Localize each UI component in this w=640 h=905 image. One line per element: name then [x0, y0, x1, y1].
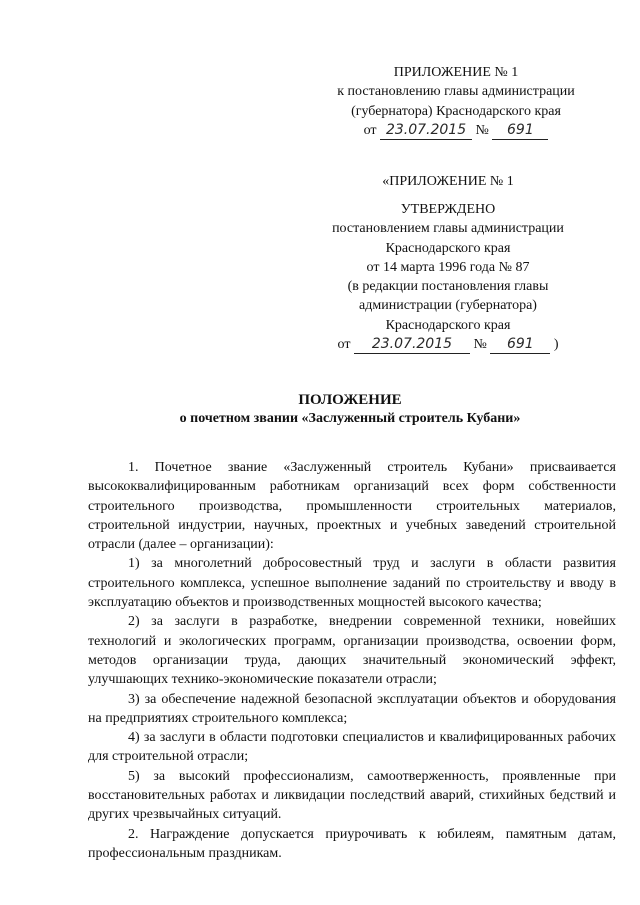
document-body	[88, 458, 616, 863]
paragraph-1-item-2: 2) за заслуги в разработке, внедрении современной техники, новейших технологий и экологических программ, организации производства, освоении форм, методов организации труда, дающих значительный экономический эффект, улучшающих технико-экономические показатели отрасли;	[88, 614, 616, 688]
approved-line-4: (в редакции постановления главы	[347, 279, 549, 295]
annex-line-1: к постановлению главы администрации	[337, 84, 575, 100]
approved-line-2: Краснодарского края	[385, 240, 511, 256]
annex-date-line	[322, 121, 590, 140]
paragraph-1-item-5: 5) за высокий профессионализм, самоотверженность, проявленные при восстановительных работах и ликвидации последствий аварий, стихийных бедствий и других чрезвычайных ситуаций.	[88, 768, 616, 823]
document-subtitle: о почетном звании «Заслуженный строитель Кубани»	[179, 411, 521, 426]
approved-line-5: администрации (губернатора)	[359, 298, 537, 314]
approved-line-1: постановлением главы администрации	[332, 221, 564, 237]
annex-title: ПРИЛОЖЕНИЕ № 1	[393, 65, 519, 80]
annex-quote-title: «ПРИЛОЖЕНИЕ № 1	[382, 174, 514, 189]
approved-handwritten-date: 23.07.2015	[354, 336, 470, 354]
annex-number-label: №	[475, 122, 489, 138]
document-title: ПОЛОЖЕНИЕ	[298, 392, 402, 408]
annex-handwritten-date: 23.07.2015	[380, 122, 472, 140]
approved-line-3: от 14 марта 1996 года № 87	[366, 259, 530, 275]
approved-number-label: №	[473, 337, 487, 353]
paragraph-1-item-1: 1) за многолетний добросовестный труд и заслуги в области развития строительного комплекса, успешное выполнение заданий по строительству и вводу в эксплуатацию объектов и производственных мощностей высокого качества;	[88, 556, 616, 611]
approved-line-6: Краснодарского края	[385, 317, 511, 333]
annex-handwritten-number: 691	[492, 122, 548, 140]
paragraph-2: 2. Награждение допускается приурочивать к юбилеям, памятным датам, профессиональным праздникам.	[88, 826, 616, 861]
approved-block	[302, 200, 594, 354]
paragraph-1-item-4: 4) за заслуги в области подготовки специалистов и квалифицированных рабочих для строительной отрасли;	[88, 730, 616, 765]
approved-date-line	[302, 335, 594, 354]
annex-from-label: от	[363, 122, 377, 138]
annex-quote-header	[318, 172, 578, 191]
annex-line-2: (губернатора) Краснодарского края	[351, 103, 561, 119]
approved-from-label: от	[337, 337, 351, 353]
approved-handwritten-number: 691	[490, 336, 550, 354]
approved-close-paren: )	[553, 337, 559, 353]
paragraph-1: 1. Почетное звание «Заслуженный строитель Кубани» присваивается высококвалифицированным работникам организаций всех форм собственности строительного производства, промышленности строительных материалов, строительной индустрии, научных, проектных и учебных заведений строительной отрасли (далее – организации):	[88, 460, 616, 553]
annex-header	[322, 63, 590, 140]
paragraph-1-item-3: 3) за обеспечение надежной безопасной эксплуатации объектов и оборудования на предприятиях строительного комплекса;	[88, 691, 616, 726]
approved-title: УТВЕРЖДЕНО	[400, 202, 496, 217]
